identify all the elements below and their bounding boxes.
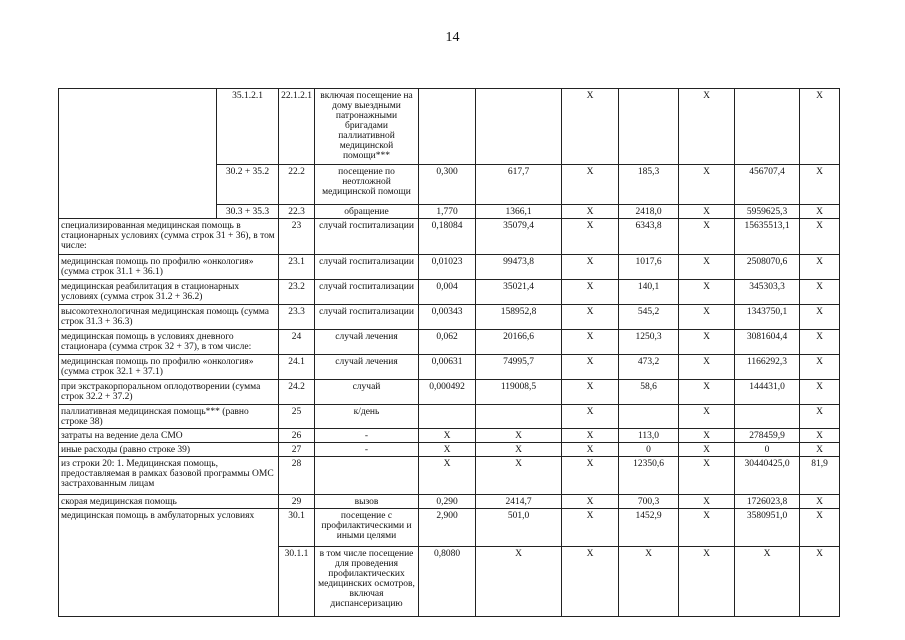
sum-lines-cell: 35.1.2.1 bbox=[217, 89, 279, 165]
cost-cell: 35079,4 bbox=[476, 219, 562, 255]
line-code-cell: 26 bbox=[279, 429, 315, 443]
line-code-cell: 27 bbox=[279, 443, 315, 457]
row-label bbox=[59, 89, 217, 219]
volume-cell: 0,300 bbox=[419, 165, 476, 205]
unit-cell: случай bbox=[315, 380, 419, 405]
table-row bbox=[59, 380, 840, 405]
percent-cell: X bbox=[800, 443, 840, 457]
cost-cell: 74995,7 bbox=[476, 355, 562, 380]
page-number: 14 bbox=[445, 30, 460, 45]
oms-percapita-cell: 473,2 bbox=[619, 355, 679, 380]
oms-total-cell: 15635513,1 bbox=[735, 219, 800, 255]
budget-total-cell: X bbox=[679, 165, 735, 205]
oms-percapita-cell: 140,1 bbox=[619, 280, 679, 305]
sum-lines-cell: 30.2 + 35.2 bbox=[217, 165, 279, 205]
line-code-cell: 22.1.2.1 bbox=[279, 89, 315, 165]
budget-percapita-cell: X bbox=[562, 495, 619, 509]
percent-cell: X bbox=[800, 330, 840, 355]
volume-cell: 1,770 bbox=[419, 205, 476, 219]
oms-percapita-cell: 1017,6 bbox=[619, 255, 679, 280]
row-label: медицинская помощь по профилю «онкология» (сумма строк 31.1 + 36.1) bbox=[59, 255, 279, 280]
row-label: из строки 20: 1. Медицинская помощь, предоставляемая в рамках базовой программы ОМС застрахованным лицам bbox=[59, 457, 279, 495]
cost-cell: 99473,8 bbox=[476, 255, 562, 280]
budget-percapita-cell: X bbox=[562, 457, 619, 495]
cost-cell: 35021,4 bbox=[476, 280, 562, 305]
line-code-cell: 28 bbox=[279, 457, 315, 495]
oms-total-cell: 30440425,0 bbox=[735, 457, 800, 495]
oms-percapita-cell: X bbox=[619, 547, 679, 617]
cost-cell bbox=[476, 405, 562, 429]
unit-cell: посещение с профилактическими и иными целями bbox=[315, 509, 419, 547]
unit-cell: обращение bbox=[315, 205, 419, 219]
table-row bbox=[59, 255, 840, 280]
cost-cell bbox=[476, 89, 562, 165]
percent-cell: 81,9 bbox=[800, 457, 840, 495]
row-label: медицинская помощь по профилю «онкология» (сумма строк 32.1 + 37.1) bbox=[59, 355, 279, 380]
budget-percapita-cell: X bbox=[562, 547, 619, 617]
percent-cell: X bbox=[800, 355, 840, 380]
budget-percapita-cell: X bbox=[562, 443, 619, 457]
line-code-cell: 23.1 bbox=[279, 255, 315, 280]
line-code-cell: 24.2 bbox=[279, 380, 315, 405]
line-code-cell: 22.2 bbox=[279, 165, 315, 205]
budget-total-cell: X bbox=[679, 547, 735, 617]
table-row bbox=[59, 280, 840, 305]
budget-percapita-cell: X bbox=[562, 429, 619, 443]
cost-cell: 501,0 bbox=[476, 509, 562, 547]
volume-cell: 0,000492 bbox=[419, 380, 476, 405]
unit-cell: случай госпитализации bbox=[315, 219, 419, 255]
table-row bbox=[59, 495, 840, 509]
line-code-cell: 23.3 bbox=[279, 305, 315, 330]
budget-percapita-cell: X bbox=[562, 205, 619, 219]
budget-total-cell: X bbox=[679, 495, 735, 509]
oms-total-cell: 456707,4 bbox=[735, 165, 800, 205]
budget-total-cell: X bbox=[679, 255, 735, 280]
unit-cell: в том числе посещение для проведения профилактических медицинских осмотров, включая диспансеризацию bbox=[315, 547, 419, 617]
budget-total-cell: X bbox=[679, 380, 735, 405]
table-row bbox=[59, 457, 840, 495]
budget-total-cell: X bbox=[679, 457, 735, 495]
oms-percapita-cell: 2418,0 bbox=[619, 205, 679, 219]
oms-percapita-cell: 545,2 bbox=[619, 305, 679, 330]
cost-cell: 2414,7 bbox=[476, 495, 562, 509]
volume-cell: 0,004 bbox=[419, 280, 476, 305]
oms-percapita-cell: 185,3 bbox=[619, 165, 679, 205]
line-code-cell: 24.1 bbox=[279, 355, 315, 380]
oms-total-cell: 144431,0 bbox=[735, 380, 800, 405]
percent-cell: X bbox=[800, 165, 840, 205]
unit-cell: случай госпитализации bbox=[315, 280, 419, 305]
budget-total-cell: X bbox=[679, 205, 735, 219]
percent-cell: X bbox=[800, 495, 840, 509]
budget-percapita-cell: X bbox=[562, 219, 619, 255]
oms-total-cell: 278459,9 bbox=[735, 429, 800, 443]
volume-cell: 0,01023 bbox=[419, 255, 476, 280]
oms-total-cell: 3580951,0 bbox=[735, 509, 800, 547]
line-code-cell: 29 bbox=[279, 495, 315, 509]
volume-cell: X bbox=[419, 443, 476, 457]
row-label: скорая медицинская помощь bbox=[59, 495, 279, 509]
volume-cell bbox=[419, 405, 476, 429]
row-label: медицинская помощь в амбулаторных условиях bbox=[59, 509, 279, 617]
row-label: специализированная медицинская помощь в стационарных условиях (сумма строк 31 + 36), в том числе: bbox=[59, 219, 279, 255]
budget-percapita-cell: X bbox=[562, 509, 619, 547]
budget-percapita-cell: X bbox=[562, 255, 619, 280]
volume-cell bbox=[419, 89, 476, 165]
table-row bbox=[59, 330, 840, 355]
oms-total-cell bbox=[735, 405, 800, 429]
cost-cell: X bbox=[476, 457, 562, 495]
cost-cell: 20166,6 bbox=[476, 330, 562, 355]
line-code-cell: 24 bbox=[279, 330, 315, 355]
row-label: паллиативная медицинская помощь*** (равно строке 38) bbox=[59, 405, 279, 429]
percent-cell: X bbox=[800, 405, 840, 429]
line-code-cell: 30.1.1 bbox=[279, 547, 315, 617]
volume-cell: 0,00343 bbox=[419, 305, 476, 330]
row-label: медицинская помощь в условиях дневного стационара (сумма строк 32 + 37), в том числе: bbox=[59, 330, 279, 355]
table-row bbox=[59, 219, 840, 255]
percent-cell: X bbox=[800, 255, 840, 280]
volume-cell: 0,00631 bbox=[419, 355, 476, 380]
row-label: медицинская реабилитация в стационарных условиях (сумма строк 31.2 + 36.2) bbox=[59, 280, 279, 305]
cost-cell: 1366,1 bbox=[476, 205, 562, 219]
unit-cell: вызов bbox=[315, 495, 419, 509]
budget-total-cell: X bbox=[679, 509, 735, 547]
oms-total-cell: 1166292,3 bbox=[735, 355, 800, 380]
budget-percapita-cell: X bbox=[562, 380, 619, 405]
table-row bbox=[59, 89, 840, 165]
volume-cell: X bbox=[419, 457, 476, 495]
percent-cell: X bbox=[800, 380, 840, 405]
percent-cell: X bbox=[800, 280, 840, 305]
oms-total-cell: 2508070,6 bbox=[735, 255, 800, 280]
line-code-cell: 23.2 bbox=[279, 280, 315, 305]
table-row bbox=[59, 405, 840, 429]
volume-cell: 0,8080 bbox=[419, 547, 476, 617]
volume-cell: X bbox=[419, 429, 476, 443]
budget-percapita-cell: X bbox=[562, 305, 619, 330]
oms-percapita-cell: 113,0 bbox=[619, 429, 679, 443]
oms-percapita-cell: 0 bbox=[619, 443, 679, 457]
oms-percapita-cell: 58,6 bbox=[619, 380, 679, 405]
line-code-cell: 22.3 bbox=[279, 205, 315, 219]
oms-total-cell: 3081604,4 bbox=[735, 330, 800, 355]
oms-total-cell: 0 bbox=[735, 443, 800, 457]
oms-total-cell: 1343750,1 bbox=[735, 305, 800, 330]
row-label: высокотехнологичная медицинская помощь (сумма строк 31.3 + 36.3) bbox=[59, 305, 279, 330]
table-row bbox=[59, 509, 840, 547]
budget-total-cell: X bbox=[679, 280, 735, 305]
percent-cell: X bbox=[800, 509, 840, 547]
row-label: затраты на ведение дела СМО bbox=[59, 429, 279, 443]
percent-cell: X bbox=[800, 205, 840, 219]
cost-cell: 158952,8 bbox=[476, 305, 562, 330]
oms-percapita-cell bbox=[619, 405, 679, 429]
row-label: при экстракорпоральном оплодотворении (сумма строк 32.2 + 37.2) bbox=[59, 380, 279, 405]
percent-cell: X bbox=[800, 219, 840, 255]
cost-cell: X bbox=[476, 547, 562, 617]
cost-cell: 119008,5 bbox=[476, 380, 562, 405]
unit-cell bbox=[315, 457, 419, 495]
oms-total-cell: X bbox=[735, 547, 800, 617]
unit-cell: - bbox=[315, 443, 419, 457]
budget-percapita-cell: X bbox=[562, 405, 619, 429]
row-label: иные расходы (равно строке 39) bbox=[59, 443, 279, 457]
budget-total-cell: X bbox=[679, 405, 735, 429]
oms-percapita-cell bbox=[619, 89, 679, 165]
line-code-cell: 25 bbox=[279, 405, 315, 429]
budget-total-cell: X bbox=[679, 429, 735, 443]
budget-total-cell: X bbox=[679, 89, 735, 165]
oms-total-cell bbox=[735, 89, 800, 165]
volume-cell: 0,290 bbox=[419, 495, 476, 509]
budget-percapita-cell: X bbox=[562, 165, 619, 205]
budget-total-cell: X bbox=[679, 219, 735, 255]
budget-percapita-cell: X bbox=[562, 280, 619, 305]
table-row bbox=[59, 355, 840, 380]
table-row bbox=[59, 305, 840, 330]
financing-table bbox=[58, 88, 840, 617]
unit-cell: - bbox=[315, 429, 419, 443]
budget-percapita-cell: X bbox=[562, 355, 619, 380]
unit-cell: случай госпитализации bbox=[315, 255, 419, 280]
oms-percapita-cell: 12350,6 bbox=[619, 457, 679, 495]
oms-percapita-cell: 1452,9 bbox=[619, 509, 679, 547]
oms-total-cell: 345303,3 bbox=[735, 280, 800, 305]
percent-cell: X bbox=[800, 547, 840, 617]
unit-cell: посещение по неотложной медицинской помощи bbox=[315, 165, 419, 205]
line-code-cell: 23 bbox=[279, 219, 315, 255]
unit-cell: случай лечения bbox=[315, 330, 419, 355]
percent-cell: X bbox=[800, 89, 840, 165]
budget-total-cell: X bbox=[679, 305, 735, 330]
volume-cell: 0,18084 bbox=[419, 219, 476, 255]
cost-cell: X bbox=[476, 429, 562, 443]
budget-total-cell: X bbox=[679, 443, 735, 457]
unit-cell: случай госпитализации bbox=[315, 305, 419, 330]
percent-cell: X bbox=[800, 429, 840, 443]
unit-cell: к/день bbox=[315, 405, 419, 429]
budget-percapita-cell: X bbox=[562, 89, 619, 165]
table-row bbox=[59, 429, 840, 443]
line-code-cell: 30.1 bbox=[279, 509, 315, 547]
oms-total-cell: 1726023,8 bbox=[735, 495, 800, 509]
table-row bbox=[59, 443, 840, 457]
unit-cell: случай лечения bbox=[315, 355, 419, 380]
oms-total-cell: 5959625,3 bbox=[735, 205, 800, 219]
cost-cell: X bbox=[476, 443, 562, 457]
oms-percapita-cell: 6343,8 bbox=[619, 219, 679, 255]
oms-percapita-cell: 700,3 bbox=[619, 495, 679, 509]
budget-total-cell: X bbox=[679, 355, 735, 380]
unit-cell: включая посещение на дому выездными патронажными бригадами паллиативной медицинской помощи*** bbox=[315, 89, 419, 165]
sum-lines-cell: 30.3 + 35.3 bbox=[217, 205, 279, 219]
cost-cell: 617,7 bbox=[476, 165, 562, 205]
volume-cell: 0,062 bbox=[419, 330, 476, 355]
volume-cell: 2,900 bbox=[419, 509, 476, 547]
percent-cell: X bbox=[800, 305, 840, 330]
budget-percapita-cell: X bbox=[562, 330, 619, 355]
budget-total-cell: X bbox=[679, 330, 735, 355]
oms-percapita-cell: 1250,3 bbox=[619, 330, 679, 355]
